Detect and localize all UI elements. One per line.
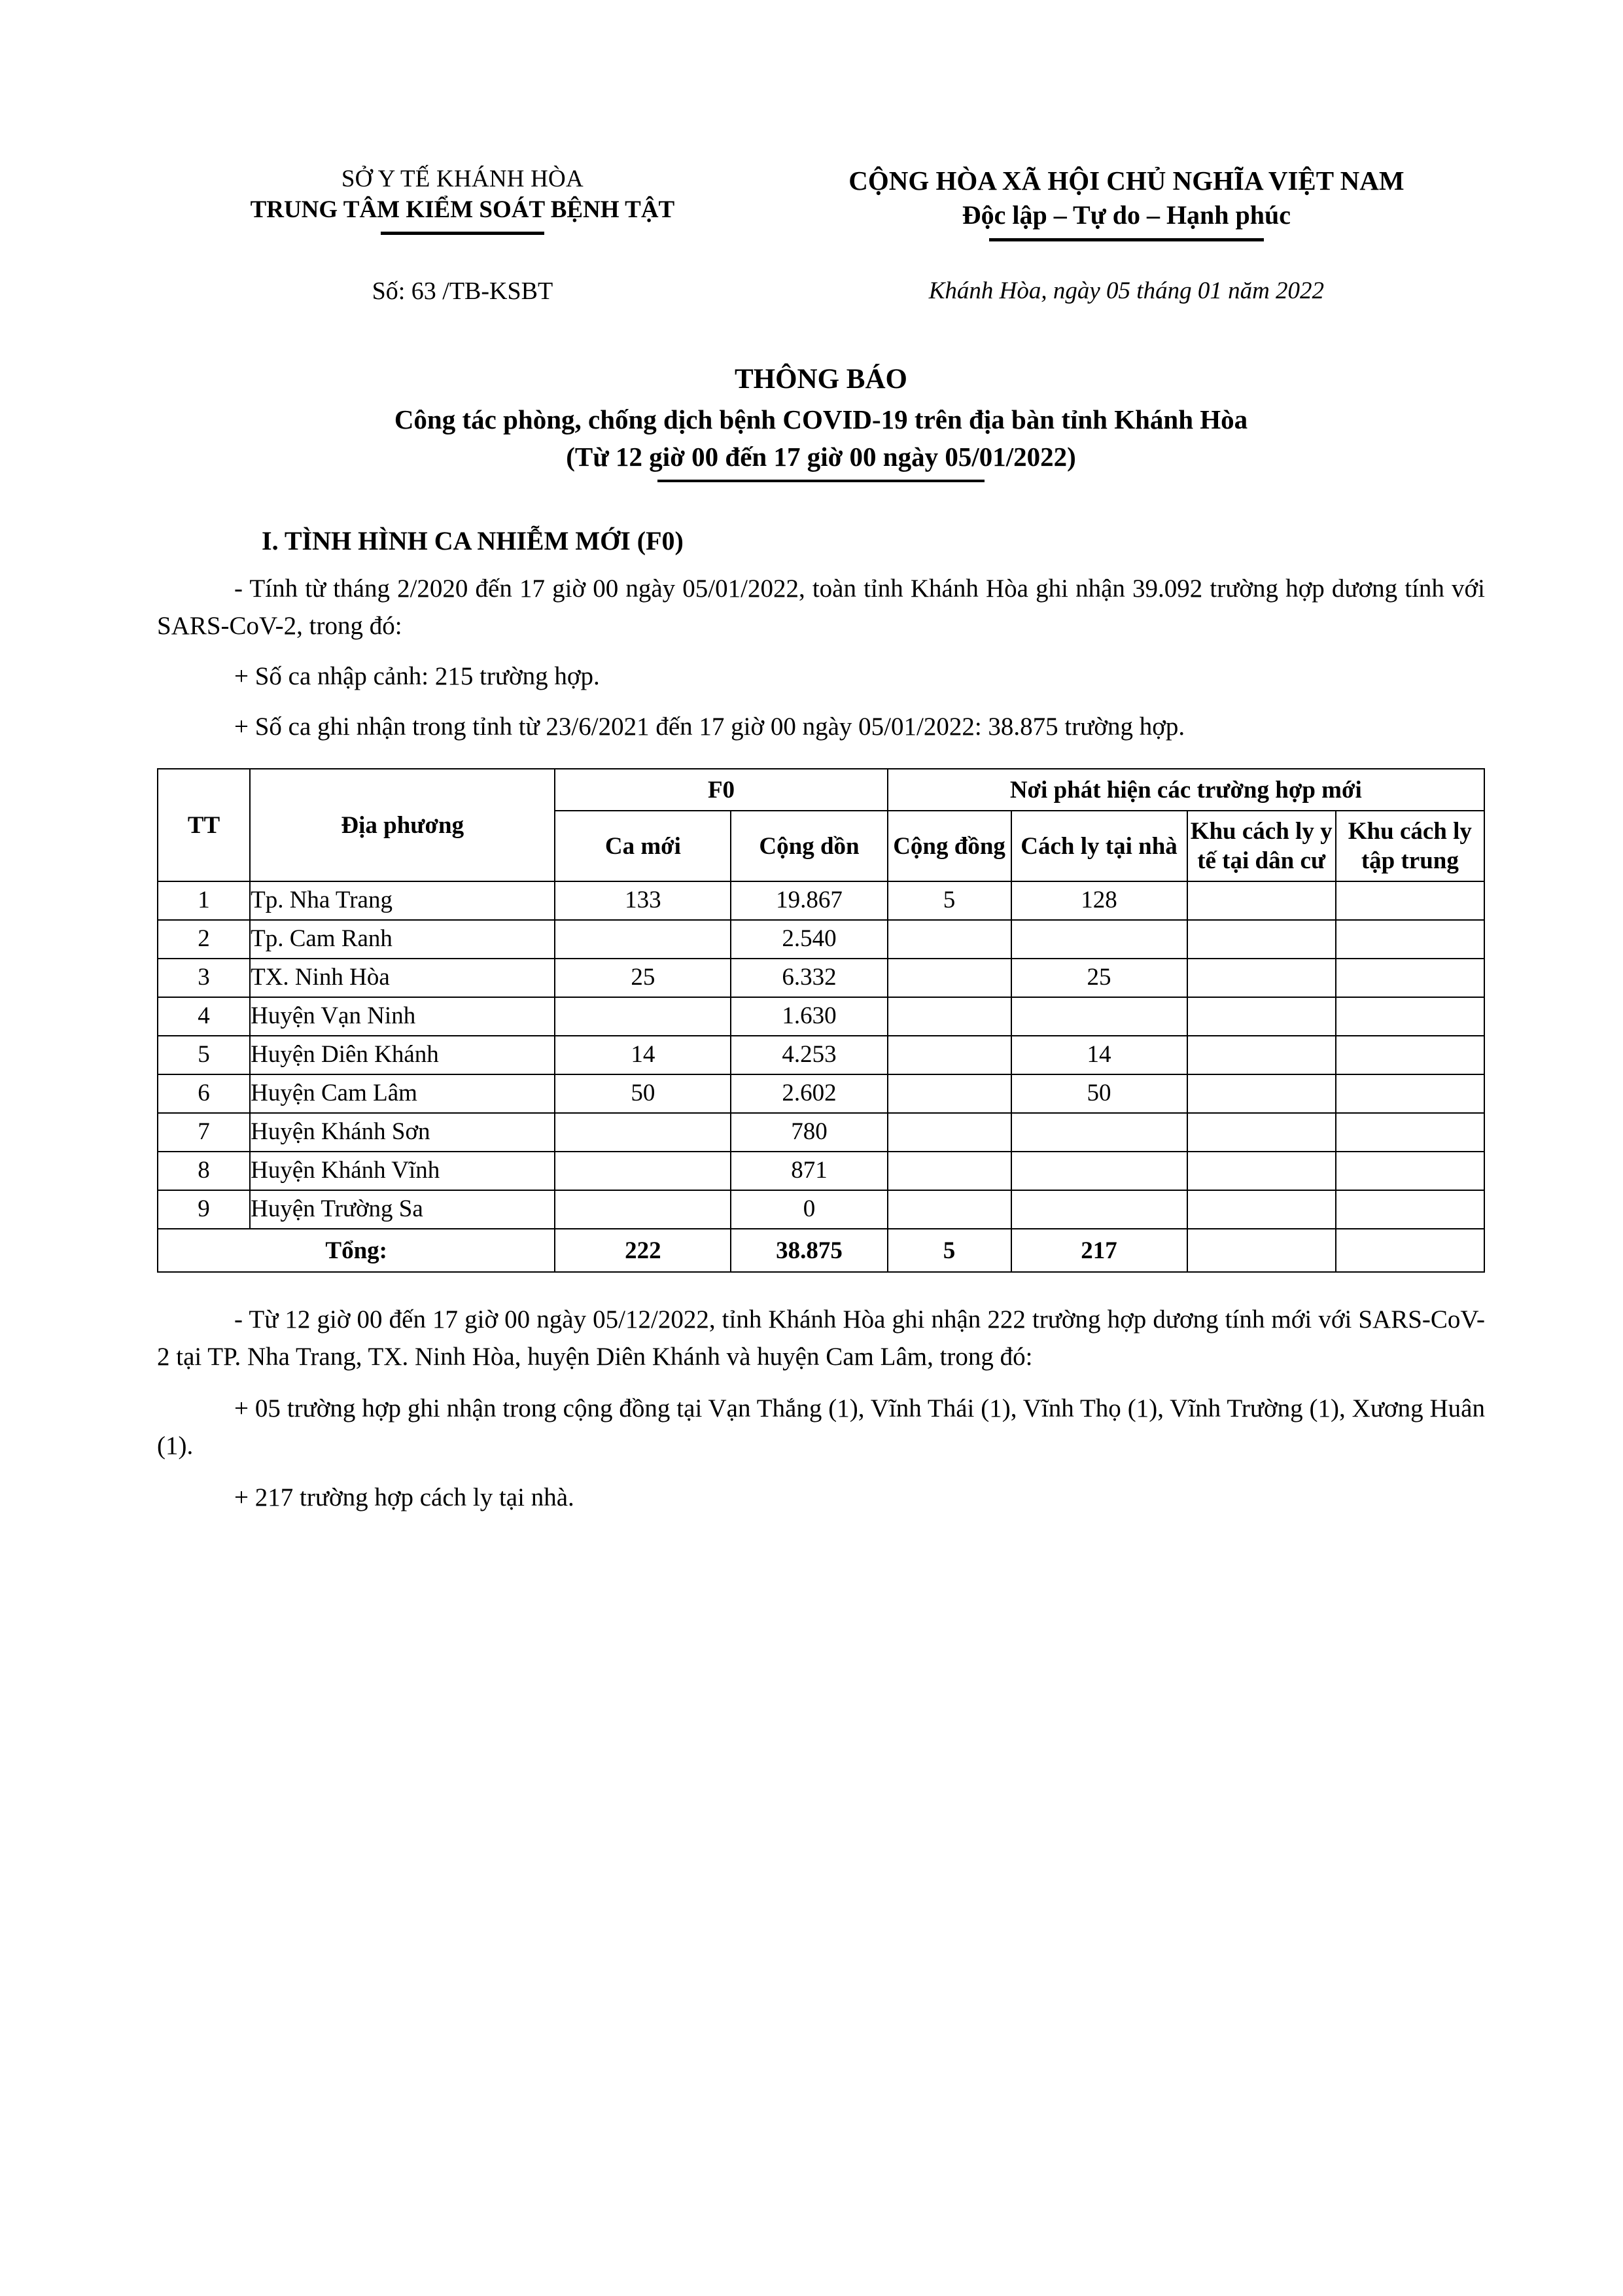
cell-residential-quarantine	[1187, 959, 1336, 997]
table-head	[158, 769, 1484, 881]
cell-home-quarantine: 128	[1011, 881, 1187, 920]
country-name-label: CỘNG HÒA XÃ HỘI CHỦ NGHĨA VIỆT NAM	[848, 166, 1405, 196]
cell-tt: 9	[158, 1190, 250, 1229]
organization-parent-label: SỞ Y TẾ KHÁNH HÒA	[341, 166, 584, 192]
cell-tt: 1	[158, 881, 250, 920]
cell-concentrated-quarantine	[1336, 1074, 1484, 1113]
column-header-community: Cộng đồng	[888, 811, 1011, 881]
paragraph-period-new-cases: - Từ 12 giờ 00 đến 17 giờ 00 ngày 05/12/2022, tỉnh Khánh Hòa ghi nhận 222 trường hợp dương tính mới với SARS-CoV-2 tại TP. Nha Trang, TX. Ninh Hòa, huyện Diên Khánh và huyện Cam Lâm, trong đó:	[157, 1305, 1485, 1371]
cell-tt: 5	[158, 1036, 250, 1074]
cell-residential-quarantine	[1187, 1190, 1336, 1229]
cell-new-cases	[555, 997, 731, 1036]
cell-cumulative: 871	[731, 1152, 887, 1190]
column-header-tt: TT	[158, 769, 250, 881]
cell-community	[888, 1113, 1011, 1152]
document-subtitle: Công tác phòng, chống dịch bệnh COVID-19 trên địa bàn tỉnh Khánh Hòa	[394, 404, 1248, 435]
column-header-home-quarantine: Cách ly tại nhà	[1011, 811, 1187, 881]
table-header-group-row	[158, 769, 1484, 811]
cell-home-quarantine	[1011, 1152, 1187, 1190]
paragraph-imported-cases: + Số ca nhập cảnh: 215 trường hợp.	[234, 662, 600, 691]
cell-cumulative: 2.540	[731, 920, 887, 959]
cell-place: Huyện Khánh Sơn	[250, 1113, 555, 1152]
cell-community	[888, 997, 1011, 1036]
document-date: Khánh Hòa, ngày 05 tháng 01 năm 2022	[928, 277, 1325, 305]
national-heading	[768, 164, 1485, 241]
cell-place: Huyện Cam Lâm	[250, 1074, 555, 1113]
document-number: Số: 63 /TB-KSBT	[372, 277, 553, 306]
cell-concentrated-quarantine	[1336, 881, 1484, 920]
cell-total-cumulative: 38.875	[731, 1229, 887, 1272]
cell-total-home-quarantine: 217	[1011, 1229, 1187, 1272]
document-content	[157, 164, 1485, 1517]
cell-community	[888, 1074, 1011, 1113]
table-row	[158, 1036, 1484, 1074]
cell-place: Tp. Cam Ranh	[250, 920, 555, 959]
table-row	[158, 1190, 1484, 1229]
cell-total-community: 5	[888, 1229, 1011, 1272]
cell-cumulative: 6.332	[731, 959, 887, 997]
cell-home-quarantine: 25	[1011, 959, 1187, 997]
cell-tt: 8	[158, 1152, 250, 1190]
cell-tt: 6	[158, 1074, 250, 1113]
cell-new-cases	[555, 1113, 731, 1152]
letterhead	[157, 164, 1485, 241]
cell-residential-quarantine	[1187, 881, 1336, 920]
cell-tt: 2	[158, 920, 250, 959]
column-header-place: Địa phương	[250, 769, 555, 881]
cell-concentrated-quarantine	[1336, 1190, 1484, 1229]
cell-home-quarantine: 50	[1011, 1074, 1187, 1113]
case-statistics-table	[157, 768, 1485, 1273]
cell-cumulative: 2.602	[731, 1074, 887, 1113]
cell-concentrated-quarantine	[1336, 1036, 1484, 1074]
cell-total-new-cases: 222	[555, 1229, 731, 1272]
section-heading-new-cases: I. TÌNH HÌNH CA NHIỄM MỚI (F0)	[262, 526, 684, 556]
paragraph-total-since-2020: - Tính từ tháng 2/2020 đến 17 giờ 00 ngày 05/01/2022, toàn tỉnh Khánh Hòa ghi nhận 39.092 trường hợp dương tính với SARS-CoV-2, trong đó:	[157, 574, 1485, 641]
cell-new-cases	[555, 1190, 731, 1229]
cell-new-cases	[555, 920, 731, 959]
group-header-f0: F0	[555, 769, 887, 811]
cell-tt: 3	[158, 959, 250, 997]
paragraph-home-quarantine-cases: + 217 trường hợp cách ly tại nhà.	[234, 1483, 574, 1511]
cell-residential-quarantine	[1187, 1074, 1336, 1113]
cell-residential-quarantine	[1187, 1113, 1336, 1152]
cell-concentrated-quarantine	[1336, 1113, 1484, 1152]
national-motto-label: Độc lập – Tự do – Hạnh phúc	[962, 200, 1291, 230]
organization-name-label: TRUNG TÂM KIỂM SOÁT BỆNH TẬT	[250, 196, 675, 224]
cell-new-cases: 50	[555, 1074, 731, 1113]
group-header-detection-location: Nơi phát hiện các trường hợp mới	[888, 769, 1484, 811]
cell-cumulative: 19.867	[731, 881, 887, 920]
cell-community	[888, 920, 1011, 959]
cell-place: Huyện Khánh Vĩnh	[250, 1152, 555, 1190]
cell-tt: 7	[158, 1113, 250, 1152]
paragraph-community-cases: + 05 trường hợp ghi nhận trong cộng đồng tại Vạn Thắng (1), Vĩnh Thái (1), Vĩnh Thọ (1), Vĩnh Trường (1), Xương Huân (1).	[157, 1394, 1485, 1460]
cell-concentrated-quarantine	[1336, 997, 1484, 1036]
cell-home-quarantine	[1011, 1190, 1187, 1229]
cell-place: Huyện Trường Sa	[250, 1190, 555, 1229]
column-header-new-cases: Ca mới	[555, 811, 731, 881]
cell-community	[888, 959, 1011, 997]
cell-new-cases: 14	[555, 1036, 731, 1074]
table-row	[158, 881, 1484, 920]
cell-total-label: Tổng:	[158, 1229, 555, 1272]
cell-new-cases: 25	[555, 959, 731, 997]
cell-tt: 4	[158, 997, 250, 1036]
table-row	[158, 1074, 1484, 1113]
table-row	[158, 1152, 1484, 1190]
cell-home-quarantine	[1011, 1113, 1187, 1152]
title-divider	[657, 480, 985, 482]
table-row	[158, 1113, 1484, 1152]
table-row	[158, 920, 1484, 959]
paragraph-domestic-cases: + Số ca ghi nhận trong tỉnh từ 23/6/2021 đến 17 giờ 00 ngày 05/01/2022: 38.875 trường hợp.	[234, 713, 1185, 741]
cell-community	[888, 1152, 1011, 1190]
cell-place: Huyện Diên Khánh	[250, 1036, 555, 1074]
cell-community	[888, 1190, 1011, 1229]
column-header-cumulative: Cộng dồn	[731, 811, 887, 881]
cell-concentrated-quarantine	[1336, 920, 1484, 959]
cell-concentrated-quarantine	[1336, 1152, 1484, 1190]
column-header-concentrated-quarantine: Khu cách ly tập trung	[1336, 811, 1484, 881]
title-block	[157, 361, 1485, 482]
table-total-row	[158, 1229, 1484, 1272]
cell-cumulative: 4.253	[731, 1036, 887, 1074]
document-period: (Từ 12 giờ 00 đến 17 giờ 00 ngày 05/01/2022)	[566, 442, 1076, 472]
table-row	[158, 959, 1484, 997]
cell-cumulative: 0	[731, 1190, 887, 1229]
cell-place: Tp. Nha Trang	[250, 881, 555, 920]
letterhead-right-divider	[989, 238, 1264, 241]
cell-total-residential-quarantine	[1187, 1229, 1336, 1272]
cell-residential-quarantine	[1187, 1152, 1336, 1190]
table-body	[158, 881, 1484, 1272]
cell-new-cases: 133	[555, 881, 731, 920]
document-type-title: THÔNG BÁO	[734, 364, 907, 395]
letterhead-left-divider	[381, 232, 544, 235]
cell-cumulative: 1.630	[731, 997, 887, 1036]
cell-home-quarantine	[1011, 997, 1187, 1036]
issuing-organization	[157, 164, 768, 235]
cell-place: Huyện Vạn Ninh	[250, 997, 555, 1036]
cell-home-quarantine	[1011, 920, 1187, 959]
cell-residential-quarantine	[1187, 997, 1336, 1036]
cell-place: TX. Ninh Hòa	[250, 959, 555, 997]
cell-community: 5	[888, 881, 1011, 920]
cell-residential-quarantine	[1187, 1036, 1336, 1074]
cell-home-quarantine: 14	[1011, 1036, 1187, 1074]
cell-total-concentrated-quarantine	[1336, 1229, 1484, 1272]
document-meta-line	[157, 277, 1485, 306]
cell-community	[888, 1036, 1011, 1074]
table-row	[158, 997, 1484, 1036]
cell-concentrated-quarantine	[1336, 959, 1484, 997]
cell-cumulative: 780	[731, 1113, 887, 1152]
cell-new-cases	[555, 1152, 731, 1190]
cell-residential-quarantine	[1187, 920, 1336, 959]
column-header-residential-quarantine: Khu cách ly y tế tại dân cư	[1187, 811, 1336, 881]
